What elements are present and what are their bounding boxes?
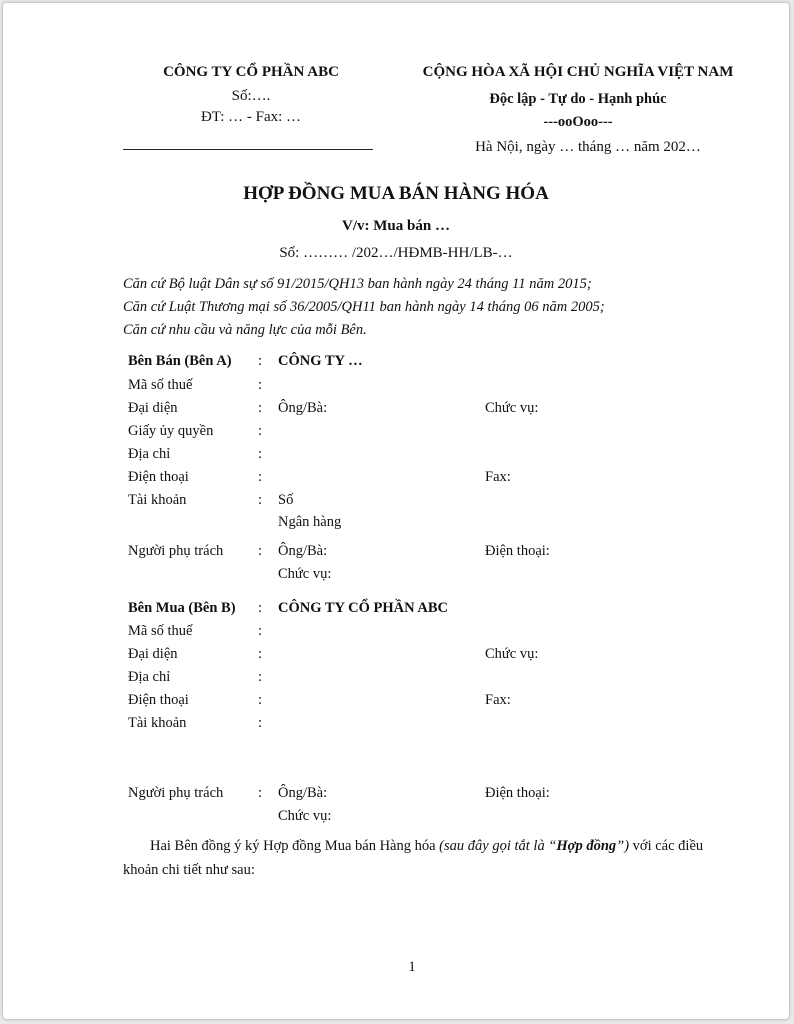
- colon: :: [258, 692, 263, 708]
- national-motto: Độc lập - Tự do - Hạnh phúc: [489, 91, 667, 107]
- company-name: CÔNG TY CỔ PHẦN ABC: [163, 64, 339, 80]
- colon: :: [258, 669, 263, 685]
- agreement-line-2: khoản chi tiết như sau:: [123, 862, 255, 878]
- party-b-account-label: Tài khoản: [128, 715, 187, 731]
- colon: :: [258, 423, 263, 439]
- contract-number: Số: ……… /202…/HĐMB-HH/LB-…: [279, 245, 513, 261]
- legal-basis-1: Căn cứ Bộ luật Dân sự số 91/2015/QH13 ban hành ngày 24 tháng 11 năm 2015;: [123, 276, 592, 292]
- colon: :: [258, 715, 263, 731]
- party-a-position-label: Chức vụ:: [485, 400, 539, 416]
- party-b-contact-phone-label: Điện thoại:: [485, 785, 550, 801]
- party-a-contact-label: Người phụ trách: [128, 543, 224, 559]
- colon: :: [258, 785, 263, 801]
- party-a-heading: Bên Bán (Bên A): [128, 353, 232, 369]
- party-a-tax-label: Mã số thuế: [128, 377, 193, 393]
- party-a-contact-value: Ông/Bà:: [278, 543, 328, 559]
- party-b-position-label: Chức vụ:: [485, 646, 539, 662]
- agreement-aside-close: ”): [616, 838, 630, 854]
- colon: :: [258, 353, 263, 369]
- national-title: CỘNG HÒA XÃ HỘI CHỦ NGHĨA VIỆT NAM: [422, 64, 734, 80]
- header-divider: [123, 149, 373, 150]
- legal-basis-2: Căn cứ Luật Thương mại số 36/2005/QH11 ban hành ngày 14 tháng 06 năm 2005;: [123, 299, 605, 315]
- party-b-phone-label: Điện thoại: [128, 692, 189, 708]
- party-b-address-label: Địa chỉ: [128, 669, 171, 685]
- doc-number-short: Số:….: [231, 88, 271, 104]
- colon: :: [258, 543, 263, 559]
- party-b-rep-label: Đại diện: [128, 646, 178, 662]
- document-title: HỢP ĐỒNG MUA BÁN HÀNG HÓA: [243, 183, 549, 204]
- legal-basis-3: Căn cứ nhu cầu và năng lực của mỗi Bên.: [123, 322, 367, 338]
- party-b-contact-label: Người phụ trách: [128, 785, 224, 801]
- motto-ornament: ---ooOoo---: [543, 114, 613, 130]
- agreement-text: Hai Bên đồng ý ký Hợp đồng Mua bán Hàng hóa: [150, 838, 440, 854]
- party-a-rep-label: Đại diện: [128, 400, 178, 416]
- party-a-contact-position: Chức vụ:: [278, 566, 332, 582]
- party-a-account-label: Tài khoản: [128, 492, 187, 508]
- company-contact: ĐT: … - Fax: …: [200, 109, 302, 125]
- colon: :: [258, 646, 263, 662]
- colon: :: [258, 492, 263, 508]
- colon: :: [258, 600, 263, 616]
- party-a-phone-label: Điện thoại: [128, 469, 189, 485]
- party-a-contact-phone-label: Điện thoại:: [485, 543, 550, 559]
- party-b-contact-position: Chức vụ:: [278, 808, 332, 824]
- party-a-name: CÔNG TY …: [278, 353, 363, 369]
- colon: :: [258, 377, 263, 393]
- party-a-auth-label: Giấy ủy quyền: [128, 423, 214, 439]
- party-a-bank: Ngân hàng: [278, 514, 342, 530]
- document-subject: V/v: Mua bán …: [342, 218, 450, 234]
- party-b-name: CÔNG TY CỔ PHẦN ABC: [278, 600, 448, 616]
- party-b-heading: Bên Mua (Bên B): [128, 600, 236, 616]
- colon: :: [258, 469, 263, 485]
- party-a-account-number: Số: [278, 492, 294, 508]
- page-number: 1: [408, 959, 416, 975]
- document-page: [3, 3, 789, 1019]
- agreement-line-1: [150, 838, 703, 855]
- document-date: Hà Nội, ngày … tháng … năm 202…: [475, 139, 701, 155]
- party-a-address-label: Địa chỉ: [128, 446, 171, 462]
- party-b-fax-label: Fax:: [485, 692, 511, 708]
- party-a-fax-label: Fax:: [485, 469, 511, 485]
- party-b-contact-value: Ông/Bà:: [278, 785, 328, 801]
- colon: :: [258, 623, 263, 639]
- agreement-term: Hợp đồng: [556, 838, 617, 854]
- agreement-aside: (sau đây gọi tắt là “: [439, 838, 557, 854]
- party-a-rep-value: Ông/Bà:: [278, 400, 328, 416]
- party-b-tax-label: Mã số thuế: [128, 623, 193, 639]
- colon: :: [258, 400, 263, 416]
- colon: :: [258, 446, 263, 462]
- agreement-text-tail: với các điều: [629, 838, 704, 854]
